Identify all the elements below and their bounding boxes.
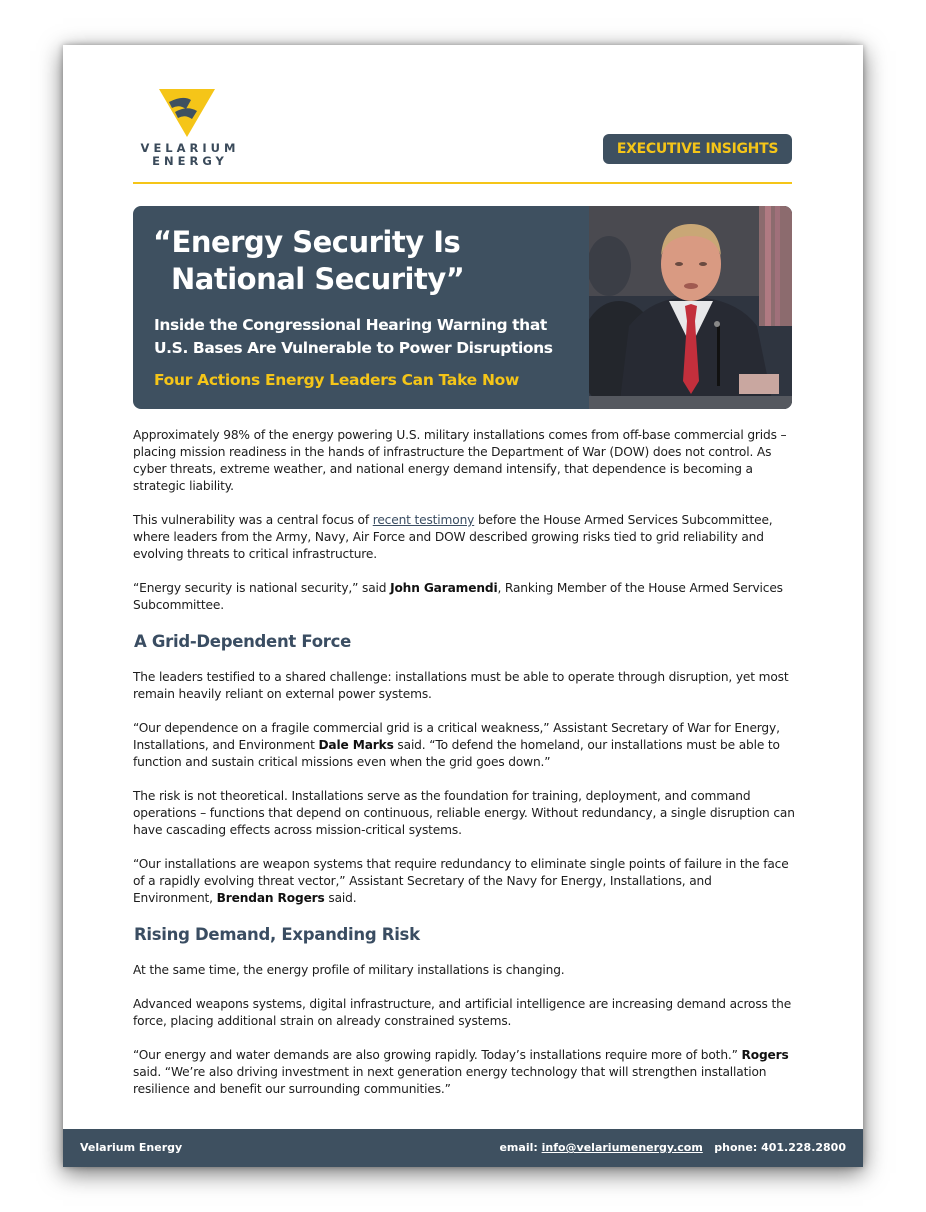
paragraph-rogers-quote: “Our installations are weapon systems that require redundancy to eliminate single points of failure in the face of a rapidly evolving threat vector,” Assistant Secretary of the Navy for Energy, Installations, and Environment, Brendan Rogers said. [133, 857, 789, 905]
footer-company: Velarium Energy [80, 1141, 183, 1154]
hero-title [153, 224, 573, 298]
paragraph-garamendi-quote: “Energy security is national security,” said John Garamendi, Ranking Member of the House Armed Services Subcommittee. [133, 581, 783, 612]
footer-contact: email: info@velariumenergy.com phone: 401.228.2800 [499, 1141, 846, 1154]
name-garamendi: John Garamendi [390, 581, 498, 595]
velarium-sail-logo-icon [159, 87, 215, 137]
paragraph-testimony: This vulnerability was a central focus of recent testimony before the House Armed Services Subcommittee, where leaders from the Army, Navy, Air Force and DOW described growing risks tied to grid reliability and evolving threats to critical infrastructure. [133, 513, 773, 561]
document-page [63, 45, 863, 1167]
paragraph-energy-profile: At the same time, the energy profile of military installations is changing. [133, 963, 565, 977]
section-heading-rising-demand: Rising Demand, Expanding Risk [134, 925, 420, 944]
logo-text-velarium: VELARIUM [140, 141, 240, 155]
hero-subtitle: Inside the Congressional Hearing Warning that U.S. Bases Are Vulnerable to Power Disruptions [154, 316, 553, 357]
header-divider [133, 182, 792, 184]
name-dale-marks: Dale Marks [318, 738, 394, 752]
hero-title-line2: National Security” [171, 262, 465, 296]
logo-text-energy: ENERGY [152, 154, 228, 168]
email-link[interactable]: info@velariumenergy.com [541, 1141, 703, 1154]
article-body [133, 427, 795, 1115]
executive-insights-badge: EXECUTIVE INSIGHTS [603, 134, 792, 164]
speaker-at-hearing-photo [589, 206, 792, 409]
company-logo [135, 87, 245, 167]
recent-testimony-link[interactable]: recent testimony [372, 513, 475, 527]
paragraph-risk: The risk is not theoretical. Installations serve as the foundation for training, deployment, and command operations – functions that depend on continuous, reliable energy. Without redundancy, a single disruption can have cascading effects across mission-critical systems. [133, 789, 795, 837]
paragraph-marks-quote: “Our dependence on a fragile commercial grid is a critical weakness,” Assistant Secretary of War for Energy, Installations, and Environment Dale Marks said. “To defend the homeland, our installations must be able to function and sustain critical missions even when the grid goes down.” [133, 721, 780, 769]
phone-number: 401.228.2800 [761, 1141, 846, 1154]
hero-banner [133, 206, 792, 409]
paragraph-rogers-demand-quote: “Our energy and water demands are also growing rapidly. Today’s installations require more of both.” Rogers said. “We’re also driving investment in next generation energy technology that will strengthen installation resilience and benefit our surrounding communities.” [133, 1048, 789, 1096]
paragraph-advanced-systems: Advanced weapons systems, digital infrastructure, and artificial intelligence are increasing demand across the force, placing additional strain on already constrained systems. [133, 997, 792, 1028]
page-footer [63, 1129, 863, 1167]
name-brendan-rogers: Brendan Rogers [216, 891, 325, 905]
hero-title-line1: “Energy Security Is [153, 225, 461, 259]
name-rogers: Rogers [741, 1048, 789, 1062]
section-heading-grid-dependent: A Grid-Dependent Force [134, 632, 351, 651]
hero-actions-callout: Four Actions Energy Leaders Can Take Now [154, 371, 520, 389]
paragraph-intro: Approximately 98% of the energy powering U.S. military installations comes from off-base commercial grids – placing mission readiness in the hands of infrastructure the Department of War (DOW) does not control. As cyber threats, extreme weather, and national energy demand intensify, that dependence is becoming a strategic liability. [133, 428, 787, 493]
paragraph-shared-challenge: The leaders testified to a shared challenge: installations must be able to operate through disruption, yet most remain heavily reliant on external power systems. [133, 670, 789, 701]
